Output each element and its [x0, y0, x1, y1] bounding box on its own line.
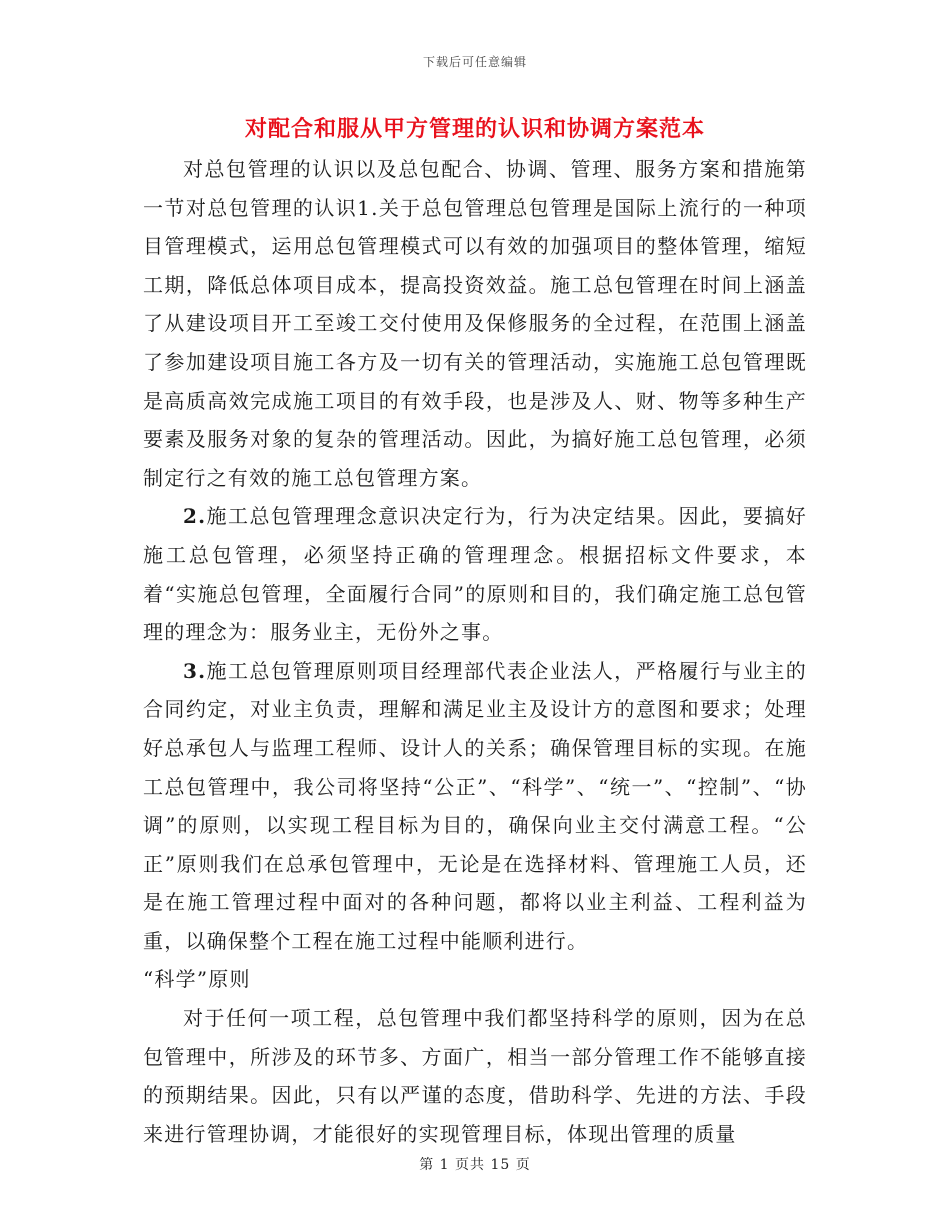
paragraph-3-text: 施工总包管理原则项目经理部代表企业法人，严格履行与业主的合同约定，对业主负责，理解和满足业主及设计方的意图和要求；处理好总承包人与监理工程师、设计人的关系；确保管理目标的实现。在施工总包管理中，我公司将坚持“公正”、“科学”、“统一”、“控制”、“协调”的原则，以实现工程目标为目的，确保向业主交付满意工程。“公正”原则我们在总承包管理中，无论是在选择材料、管理施工人员，还是在施工管理过程中面对的各种问题，都将以业主利益、工程利益为重，以确保整个工程在施工过程中能顺利进行。 [143, 658, 807, 953]
paragraph-3-number: 3. [183, 658, 207, 683]
paragraph-2 [143, 497, 807, 651]
paragraph-2-text: 施工总包管理理念意识决定行为，行为决定结果。因此，要搞好施工总包管理，必须坚持正确的管理理念。根据招标文件要求，本着“实施总包管理，全面履行合同”的原则和目的，我们确定施工总包管理的理念为：服务业主，无份外之事。 [143, 504, 807, 645]
paragraph-2-number: 2. [183, 504, 207, 529]
paragraph-4-text: “科学”原则 [143, 967, 251, 992]
document-title: 对配合和服从甲方管理的认识和协调方案范本 [244, 116, 705, 142]
paragraph-4-heading [143, 960, 807, 999]
paragraph-3 [143, 652, 807, 961]
paragraph-1-text: 对总包管理的认识以及总包配合、协调、管理、服务方案和措施第一节对总包管理的认识1.关于总包管理总包管理是国际上流行的一种项目管理模式，运用总包管理模式可以有效的加强项目的整体管理，缩短工期，降低总体项目成本，提高投资效益。施工总包管理在时间上涵盖了从建设项目开工至竣工交付使用及保修服务的全过程，在范围上涵盖了参加建设项目施工各方及一切有关的管理活动，实施施工总包管理既是高质高效完成施工项目的有效手段，也是涉及人、财、物等多种生产要素及服务对象的复杂的管理活动。因此，为搞好施工总包管理，必须制定行之有效的施工总包管理方案。 [143, 157, 807, 490]
page-number-footer: 第 1 页共 15 页 [419, 1157, 531, 1173]
paragraph-5 [143, 999, 807, 1153]
paragraph-5-text: 对于任何一项工程，总包管理中我们都坚持科学的原则，因为在总包管理中，所涉及的环节多、方面广，相当一部分管理工作不能够直接的预期结果。因此，只有以严谨的态度，借助科学、先进的方法、手段来进行管理协调，才能很好的实现管理目标，体现出管理的质量 [143, 1006, 807, 1146]
document-body [143, 150, 807, 1153]
header-note: 下载后可任意编辑 [422, 55, 527, 69]
paragraph-1 [143, 150, 807, 497]
